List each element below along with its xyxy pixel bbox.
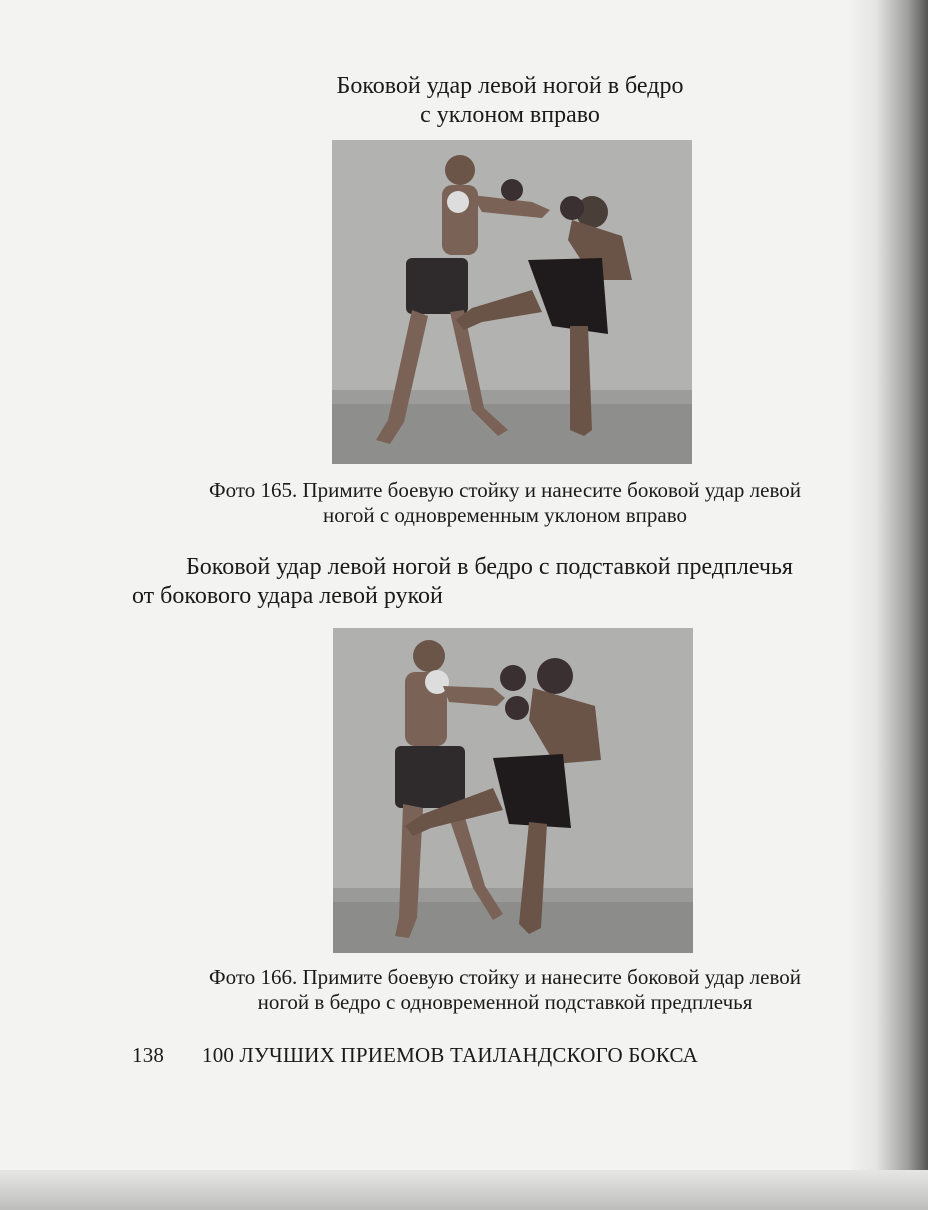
heading-line-1: Боковой удар левой ногой в бедро xyxy=(336,73,684,99)
paragraph-line-2: от бокового удара левой рукой xyxy=(132,583,443,609)
photo-166-caption xyxy=(140,965,870,1015)
photo-166 xyxy=(333,628,693,953)
book-title: 100 ЛУЧШИХ ПРИЕМОВ ТАИЛАНДСКОГО БОКСА xyxy=(202,1043,698,1067)
scan-edge xyxy=(0,1170,928,1210)
heading-line-2: с уклоном вправо xyxy=(420,102,600,128)
caption-165-line-1 xyxy=(140,478,870,503)
page-number: 138 xyxy=(132,1043,165,1067)
paragraph-line-1-text: Боковой удар левой ногой в бедро с подставкой предплечья xyxy=(186,554,793,580)
caption-165-text-1: Примите боевую стойку и нанесите боковой удар левой xyxy=(297,478,801,502)
caption-165-line-2: ногой с одновременным уклоном вправо xyxy=(323,503,687,527)
page-footer xyxy=(132,1042,832,1068)
photo-166-illustration xyxy=(333,628,693,953)
caption-166-line-2: ногой в бедро с одновременной подставкой предплечья xyxy=(257,990,753,1014)
section-heading-2 xyxy=(132,553,892,611)
caption-166-line-1 xyxy=(140,965,870,990)
paragraph-line-1 xyxy=(132,553,892,582)
section-heading-1 xyxy=(250,72,770,130)
photo-165 xyxy=(332,140,692,464)
caption-166-label: Фото 166. xyxy=(209,965,298,989)
photo-165-illustration xyxy=(332,140,692,464)
caption-165-label: Фото 165. xyxy=(209,478,298,502)
caption-166-text-1: Примите боевую стойку и нанесите боковой удар левой xyxy=(297,965,801,989)
photo-165-caption xyxy=(140,478,870,528)
